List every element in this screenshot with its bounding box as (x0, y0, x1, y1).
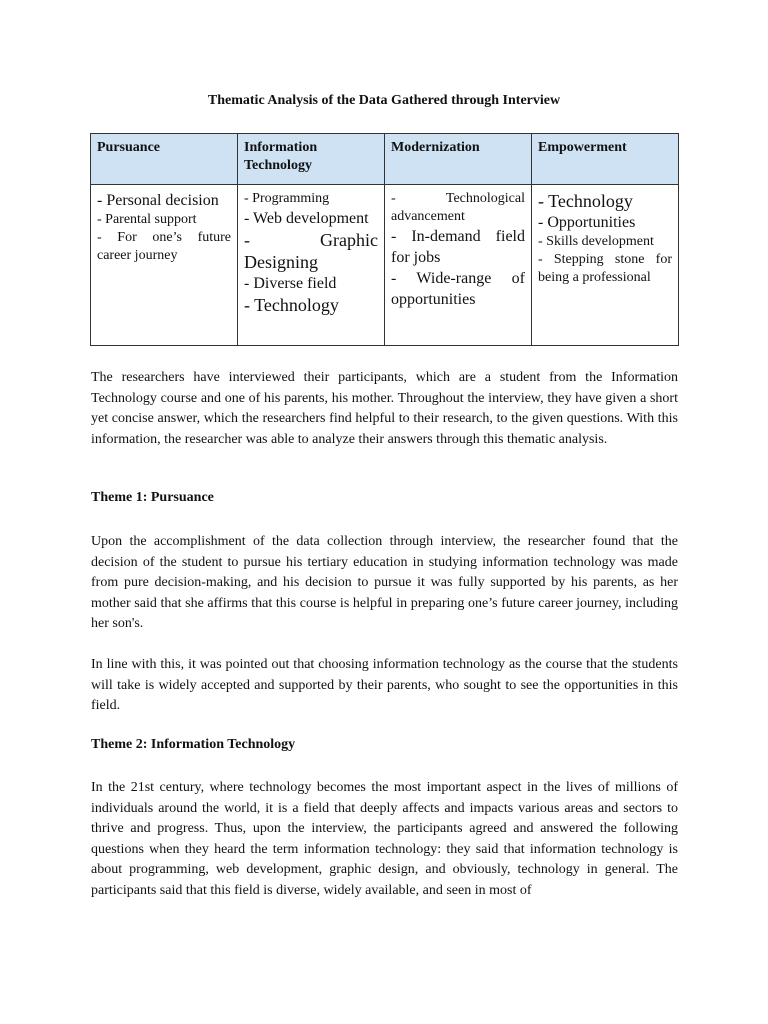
cell-empowerment (532, 185, 679, 346)
cell-modernization (385, 185, 532, 346)
cell-item: - Graphic Designing (244, 230, 378, 272)
cell-item: - For one’s future career journey (97, 230, 231, 263)
paragraph-intro: The researchers have interviewed their participants, which are a student from the Information Technology course and one of his parents, his mother. Throughout the interview, they have given a short yet concise answer, which the researchers find helpful to their research, to the given questions. With this information, the researcher was able to analyze their answers through this thematic analysis. (91, 370, 678, 447)
cell-pursuance (91, 185, 238, 346)
cell-item: - Skills development (538, 234, 654, 249)
cell-item: - In-demand field for jobs (391, 228, 525, 266)
paragraph-theme-2: In the 21st century, where technology becomes the most important aspect in the lives of millions of individuals around the world, it is a field that deeply affects and impacts various areas and sectors to thrive and progress. Thus, upon the interview, the participants agreed and answered the following questions when they heard the term information technology: they said that information technology is about programming, web development, graphic design, and obviously, technology in general. The participants said that this field is diverse, widely available, and seen in most of (91, 780, 678, 898)
cell-information-technology (238, 185, 385, 346)
cell-item: - Parental support (97, 212, 197, 227)
cell-item: - Programming (244, 191, 330, 206)
document-title: Thematic Analysis of the Data Gathered through Interview (207, 93, 561, 108)
cell-item: - Diverse field (244, 275, 337, 292)
cell-item: - Personal decision (97, 192, 219, 209)
cell-item: - Web development (244, 210, 369, 227)
thematic-table (90, 133, 679, 346)
cell-item: - Wide-range of opportunities (391, 270, 525, 308)
paragraph-theme-1b: In line with this, it was pointed out that choosing information technology as the course that the students will take is widely accepted and supported by their parents, who sought to see the opportunities in this field. (91, 657, 678, 714)
header-pursuance: Pursuance (91, 134, 238, 185)
cell-item: - Technology (538, 191, 633, 211)
header-empowerment: Empowerment (532, 134, 679, 185)
table-row (91, 185, 679, 346)
header-modernization: Modernization (385, 134, 532, 185)
heading-theme-2: Theme 2: Information Technology (91, 737, 296, 752)
cell-item: - Stepping stone for being a professional (538, 252, 672, 285)
cell-item: - Opportunities (538, 214, 636, 231)
header-information-technology: Information Technology (238, 134, 385, 185)
cell-item: - Technological advancement (391, 191, 525, 224)
table-header-row (91, 134, 679, 185)
cell-item: - Technology (244, 295, 339, 315)
heading-theme-1: Theme 1: Pursuance (91, 490, 214, 505)
paragraph-theme-1: Upon the accomplishment of the data collection through interview, the researcher found that the decision of the student to pursue his tertiary education in studying information technology was made from pure decision-making, and his decision to pursue it was fully supported by his parents, as her mother said that she affirms that this course is helpful in preparing one’s future career journey, including her son's. (91, 534, 678, 632)
